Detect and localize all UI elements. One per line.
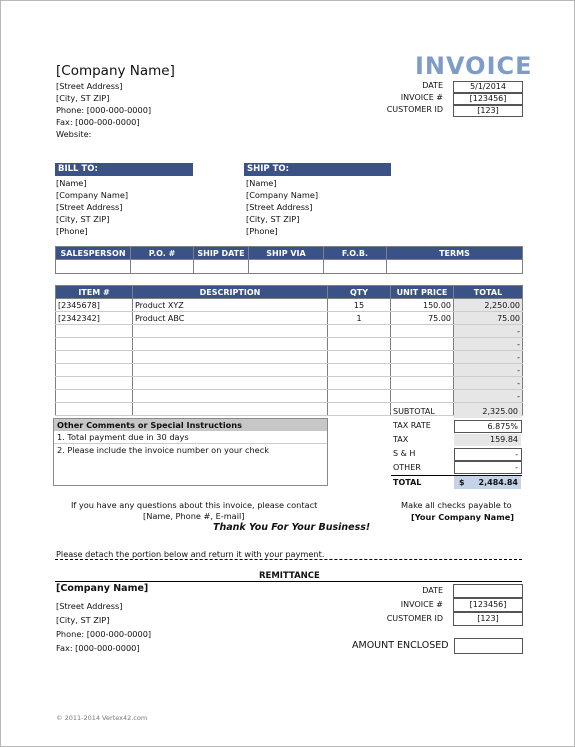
payable-line: Make all checks payable to (401, 500, 512, 510)
remit-date-value[interactable] (453, 584, 523, 598)
qty-cell[interactable]: 1 (328, 312, 391, 325)
qty-cell[interactable] (328, 403, 391, 416)
qty-cell[interactable] (328, 364, 391, 377)
col-total: TOTAL (454, 286, 523, 299)
ship-to-line: [Name] (246, 178, 277, 188)
bill-to-line: [Name] (56, 178, 87, 188)
remittance-fax: Fax: [000-000-0000] (56, 643, 140, 653)
company-street: [Street Address] (56, 81, 123, 91)
invoice-title: INVOICE (415, 52, 533, 80)
ship-to-line: [City, ST ZIP] (246, 214, 300, 224)
fob-cell[interactable] (324, 260, 387, 274)
ship-via-cell[interactable] (249, 260, 324, 274)
ship-to-header: SHIP TO: (244, 163, 391, 176)
po-cell[interactable] (131, 260, 194, 274)
item-number-cell[interactable] (56, 377, 133, 390)
description-cell[interactable] (133, 390, 328, 403)
remit-invoice-value[interactable]: [123456] (453, 598, 523, 612)
remittance-title: REMITTANCE (259, 571, 320, 581)
detach-instruction: Please detach the portion below and return it with your payment. (56, 549, 325, 559)
unit-price-cell[interactable]: 150.00 (391, 299, 454, 312)
bill-to-header: BILL TO: (55, 163, 193, 176)
amount-enclosed-label: AMOUNT ENCLOSED (352, 640, 449, 651)
date-value[interactable]: 5/1/2014 (453, 81, 523, 93)
tax-rate-value[interactable]: 6.875% (454, 420, 522, 433)
description-cell[interactable] (133, 351, 328, 364)
ship-to-line: [Company Name] (246, 190, 319, 200)
table-row (56, 299, 523, 312)
qty-cell[interactable] (328, 377, 391, 390)
unit-price-cell[interactable]: 75.00 (391, 312, 454, 325)
shipping-table (55, 246, 523, 274)
tax-value: 159.84 (454, 434, 521, 446)
table-row (56, 312, 523, 325)
table-row (56, 364, 523, 377)
company-address-block (56, 80, 151, 140)
bill-to-line: [Street Address] (56, 202, 123, 212)
bill-to-line: [Phone] (56, 226, 88, 236)
line-total-cell: 2,250.00 (454, 299, 523, 312)
copyright: © 2011-2014 Vertex42.com (56, 714, 148, 722)
description-cell[interactable] (133, 377, 328, 390)
remit-invoice-label: INVOICE # (400, 600, 443, 609)
description-cell[interactable] (133, 338, 328, 351)
col-description: DESCRIPTION (133, 286, 328, 299)
unit-price-cell[interactable] (391, 325, 454, 338)
thank-you-message: Thank You For Your Business! (213, 522, 371, 533)
remit-customer-label: CUSTOMER ID (386, 614, 443, 623)
qty-cell[interactable] (328, 351, 391, 364)
company-phone: Phone: [000-000-0000] (56, 105, 152, 115)
tax-label: TAX (393, 435, 409, 444)
comments-box (53, 418, 328, 486)
customer-id-label: CUSTOMER ID (386, 105, 443, 114)
unit-price-cell[interactable] (391, 364, 454, 377)
other-label: OTHER (393, 463, 421, 472)
col-fob: F.O.B. (324, 247, 387, 260)
description-cell[interactable]: Product ABC (133, 312, 328, 325)
subtotal-label: SUBTOTAL (393, 407, 435, 416)
item-number-cell[interactable] (56, 390, 133, 403)
ship-to-block (246, 177, 318, 237)
description-cell[interactable]: Product XYZ (133, 299, 328, 312)
salesperson-cell[interactable] (56, 260, 131, 274)
item-number-cell[interactable] (56, 403, 133, 416)
line-total-cell: - (454, 377, 523, 390)
table-row (56, 325, 523, 338)
line-total-cell: - (454, 325, 523, 338)
table-row (56, 377, 523, 390)
remit-customer-value[interactable]: [123] (453, 612, 523, 626)
company-fax: Fax: [000-000-0000] (56, 117, 140, 127)
remit-date-label: DATE (422, 586, 443, 595)
qty-cell[interactable]: 15 (328, 299, 391, 312)
ship-date-cell[interactable] (194, 260, 249, 274)
qty-cell[interactable] (328, 390, 391, 403)
company-city: [City, ST ZIP] (56, 93, 110, 103)
unit-price-cell[interactable] (391, 338, 454, 351)
col-salesperson: SALESPERSON (56, 247, 131, 260)
remittance-city: [City, ST ZIP] (56, 615, 110, 625)
remittance-phone: Phone: [000-000-0000] (56, 629, 152, 639)
item-number-cell[interactable]: [2345678] (56, 299, 133, 312)
unit-price-cell[interactable] (391, 351, 454, 364)
remittance-divider (55, 581, 522, 582)
item-rows (56, 299, 523, 416)
qty-cell[interactable] (328, 338, 391, 351)
item-number-cell[interactable] (56, 351, 133, 364)
payable-name: [Your Company Name] (411, 512, 515, 522)
bill-to-line: [Company Name] (56, 190, 129, 200)
amount-enclosed-field[interactable] (454, 638, 523, 654)
invoice-number-label: INVOICE # (400, 93, 443, 102)
description-cell[interactable] (133, 364, 328, 377)
company-website: Website: (56, 129, 92, 139)
col-ship-date: SHIP DATE (194, 247, 249, 260)
col-unit-price: UNIT PRICE (391, 286, 454, 299)
sh-value[interactable]: - (454, 448, 522, 461)
total-cell (454, 476, 521, 489)
items-table (55, 285, 523, 416)
col-terms: TERMS (387, 247, 523, 260)
total-value: 2,484.84 (478, 478, 518, 487)
qty-cell[interactable] (328, 325, 391, 338)
comments-header: Other Comments or Special Instructions (54, 419, 327, 431)
item-number-cell[interactable] (56, 338, 133, 351)
ship-to-line: [Phone] (246, 226, 278, 236)
other-value[interactable]: - (454, 461, 522, 474)
line-total-cell: - (454, 364, 523, 377)
bill-to-block (56, 177, 128, 237)
ship-to-line: [Street Address] (246, 202, 313, 212)
col-po: P.O. # (131, 247, 194, 260)
terms-cell[interactable] (387, 260, 523, 274)
contact-info: [Name, Phone #, E-mail] (143, 511, 245, 521)
date-label: DATE (422, 81, 443, 90)
item-number-cell[interactable] (56, 364, 133, 377)
total-currency: $ (459, 478, 465, 487)
sh-label: S & H (393, 449, 416, 458)
customer-id-value[interactable]: [123] (453, 105, 523, 117)
line-total-cell: 75.00 (454, 312, 523, 325)
unit-price-cell[interactable] (391, 390, 454, 403)
description-cell[interactable] (133, 325, 328, 338)
line-total-cell: - (454, 351, 523, 364)
remittance-street: [Street Address] (56, 601, 123, 611)
total-label: TOTAL (393, 478, 422, 487)
line-total-cell: - (454, 390, 523, 403)
remittance-company: [Company Name] (56, 583, 149, 594)
comment-line[interactable]: 1. Total payment due in 30 days (54, 431, 327, 444)
item-number-cell[interactable] (56, 325, 133, 338)
col-qty: QTY (328, 286, 391, 299)
table-row (56, 390, 523, 403)
company-name: [Company Name] (56, 63, 175, 79)
col-item-number: ITEM # (56, 286, 133, 299)
table-row (56, 403, 523, 416)
detach-line (55, 559, 522, 560)
unit-price-cell[interactable] (391, 377, 454, 390)
col-ship-via: SHIP VIA (249, 247, 324, 260)
comment-line[interactable]: 2. Please include the invoice number on your check (57, 445, 269, 455)
table-row (56, 338, 523, 351)
question-line: If you have any questions about this invoice, please contact (71, 500, 318, 510)
description-cell[interactable] (133, 403, 328, 416)
remittance-address-block (56, 599, 151, 655)
item-number-cell[interactable]: [2342342] (56, 312, 133, 325)
invoice-number-value[interactable]: [123456] (453, 93, 523, 105)
tax-rate-label: TAX RATE (393, 421, 431, 430)
bill-to-line: [City, ST ZIP] (56, 214, 110, 224)
subtotal-value: 2,325.00 (454, 406, 521, 418)
line-total-cell: - (454, 338, 523, 351)
table-row (56, 351, 523, 364)
